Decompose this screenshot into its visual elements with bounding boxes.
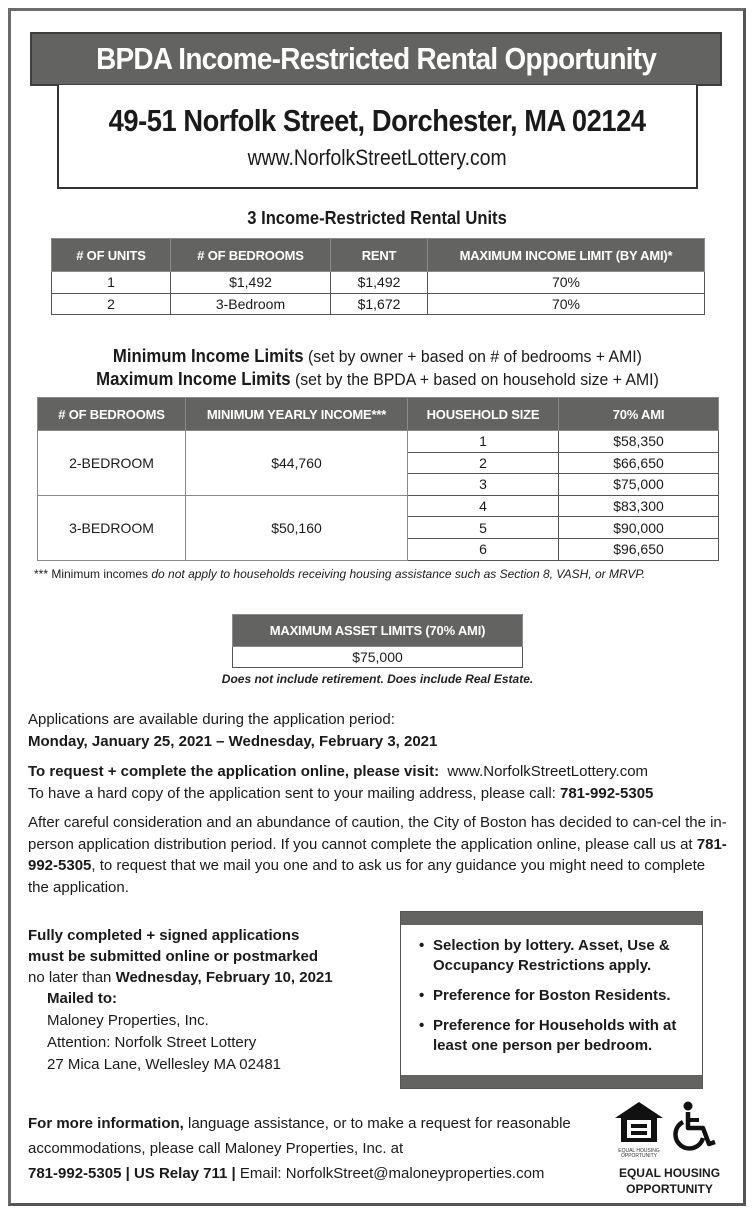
column-header: # OF BEDROOMS: [38, 398, 186, 431]
separator: |: [227, 1165, 240, 1182]
income-limits-heading: [0, 345, 755, 391]
cell-min-income: $44,760: [186, 431, 408, 496]
cell-units: 1: [52, 272, 171, 294]
min-limits-desc: (set by owner + based on # of bedrooms + AMI): [303, 347, 643, 366]
logo-text: EQUAL HOUSING: [618, 1148, 660, 1154]
logo-text: OPPORTUNITY: [620, 1153, 658, 1159]
email-link[interactable]: Email: NorfolkStreet@maloneyproperties.com: [239, 1165, 545, 1182]
table-row: [38, 495, 719, 517]
relay-number: US Relay 711: [133, 1165, 228, 1182]
phone-number[interactable]: 781-992-5305: [28, 1165, 122, 1182]
website-link[interactable]: www.NorfolkStreetLottery.com: [248, 145, 507, 170]
column-header: MAXIMUM INCOME LIMIT (BY AMI)*: [428, 239, 705, 272]
deadline-block: [28, 925, 388, 988]
column-header: # OF UNITS: [52, 239, 171, 272]
asset-note: Does not include retirement. Does include Real Estate.: [221, 672, 534, 686]
equal-housing-logo: [613, 1100, 665, 1159]
more-info: [28, 1111, 598, 1186]
column-header: # OF BEDROOMS: [171, 239, 331, 272]
column-header: MINIMUM YEARLY INCOME***: [186, 398, 408, 431]
cell-bedrooms: 2-BEDROOM: [38, 431, 186, 496]
online-url-link[interactable]: www.NorfolkStreetLottery.com: [447, 763, 649, 780]
table-row: [52, 272, 705, 294]
deadline-date: Wednesday, February 10, 2021: [115, 969, 333, 986]
column-header: 70% AMI: [559, 398, 719, 431]
units-table-title: 3 Income-Restricted Rental Units: [247, 208, 508, 228]
deadline-line: must be submitted online or postmarked: [28, 948, 319, 965]
min-limits-label: Minimum Income Limits: [112, 346, 304, 366]
wheelchair-accessibility-icon: [673, 1100, 719, 1152]
equal-housing-icon: [613, 1100, 665, 1144]
cell-ami: $96,650: [559, 538, 719, 560]
caution-text: , to request that we mail you one and to ask us for any guidance you might need to complete the application.: [28, 857, 706, 896]
title-text: BPDA Income-Restricted Rental Opportunity: [95, 41, 657, 76]
units-table: [51, 238, 705, 315]
box-bar: [401, 912, 702, 925]
separator: |: [121, 1165, 134, 1182]
deadline-line: Fully completed + signed applications: [28, 927, 300, 944]
caution-paragraph: [28, 812, 728, 898]
cell-units: 2: [52, 293, 171, 315]
max-limits-desc: (set by the BPDA + based on household size + AMI): [290, 370, 659, 389]
column-header: MAXIMUM ASSET LIMITS (70% AMI): [233, 615, 523, 647]
cell-ami: $58,350: [559, 431, 719, 453]
period-intro: Applications are available during the application period:: [28, 711, 395, 728]
bullet-item: • Preference for Boston Residents.: [419, 986, 692, 1006]
footnote-italic: do not apply to households receiving housing assistance such as Section 8, VASH, or MRVP.: [151, 567, 646, 581]
box-bar: [401, 1075, 702, 1088]
income-limits-table: [37, 397, 719, 561]
phone-number[interactable]: 781-992-5305: [559, 784, 654, 802]
address-box: [57, 85, 698, 189]
phone-number[interactable]: 781-992-5305: [28, 835, 727, 874]
cell-ami: $83,300: [559, 495, 719, 517]
cell-bedrooms: $1,492: [171, 272, 331, 294]
property-address: 49-51 Norfolk Street, Dorchester, MA 02124: [109, 103, 646, 138]
hardcopy-text: To have a hard copy of the application sent to your mailing address, please call:: [28, 784, 556, 802]
table-row: [52, 293, 705, 315]
cell-asset-limit: $75,000: [233, 647, 523, 668]
cell-household: 5: [408, 517, 559, 539]
caution-text: After careful consideration and an abundance of caution, the City of Boston has decided to can-cel the in-person application distribution period. If you cannot complete the application online, please call us at: [28, 814, 727, 853]
cell-household: 1: [408, 431, 559, 453]
cell-household: 4: [408, 495, 559, 517]
preferences-box: [400, 911, 703, 1089]
column-header: HOUSEHOLD SIZE: [408, 398, 559, 431]
footnote-text: *** Minimum incomes: [34, 567, 152, 581]
cell-ami: $75,000: [559, 474, 719, 496]
asset-limits-table: [232, 614, 523, 668]
mailing-address: [47, 988, 387, 1076]
address-line: 27 Mica Lane, Wellesley MA 02481: [47, 1056, 282, 1073]
cell-household: 6: [408, 538, 559, 560]
cell-bedrooms: 3-BEDROOM: [38, 495, 186, 560]
cell-rent: $1,672: [331, 293, 428, 315]
cell-ami: $90,000: [559, 517, 719, 539]
income-footnote: [34, 567, 734, 581]
info-text: language assistance, or to make a request for reasonable accommodations, please call Maloney Properties, Inc. at: [28, 1115, 571, 1157]
equal-housing-label: EQUAL HOUSING OPPORTUNITY: [618, 1166, 721, 1196]
max-limits-label: Maximum Income Limits: [96, 369, 291, 389]
application-period: [28, 709, 728, 752]
cell-max-income: 70%: [428, 272, 705, 294]
address-line: Attention: Norfolk Street Lottery: [47, 1034, 257, 1051]
column-header: RENT: [331, 239, 428, 272]
page-title: [30, 32, 722, 86]
table-row: [38, 431, 719, 453]
bullet-item: • Preference for Households with at least one person per bedroom.: [419, 1016, 692, 1056]
cell-ami: $66,650: [559, 452, 719, 474]
cell-max-income: 70%: [428, 293, 705, 315]
cell-rent: $1,492: [331, 272, 428, 294]
deadline-line: no later than: [28, 969, 116, 986]
cell-bedrooms: 3-Bedroom: [171, 293, 331, 315]
equal-housing-block: [607, 1100, 732, 1197]
online-label: To request + complete the application online, please visit:: [28, 763, 440, 780]
cell-household: 3: [408, 474, 559, 496]
info-label: For more information,: [28, 1115, 184, 1132]
bullet-item: • Selection by lottery. Asset, Use & Occupancy Restrictions apply.: [419, 936, 692, 976]
cell-household: 2: [408, 452, 559, 474]
cell-min-income: $50,160: [186, 495, 408, 560]
period-dates: Monday, January 25, 2021 – Wednesday, February 3, 2021: [28, 732, 438, 750]
table-row: [233, 647, 523, 668]
application-online: [28, 761, 728, 804]
mailed-to-label: Mailed to:: [47, 990, 117, 1007]
address-line: Maloney Properties, Inc.: [47, 1012, 209, 1029]
